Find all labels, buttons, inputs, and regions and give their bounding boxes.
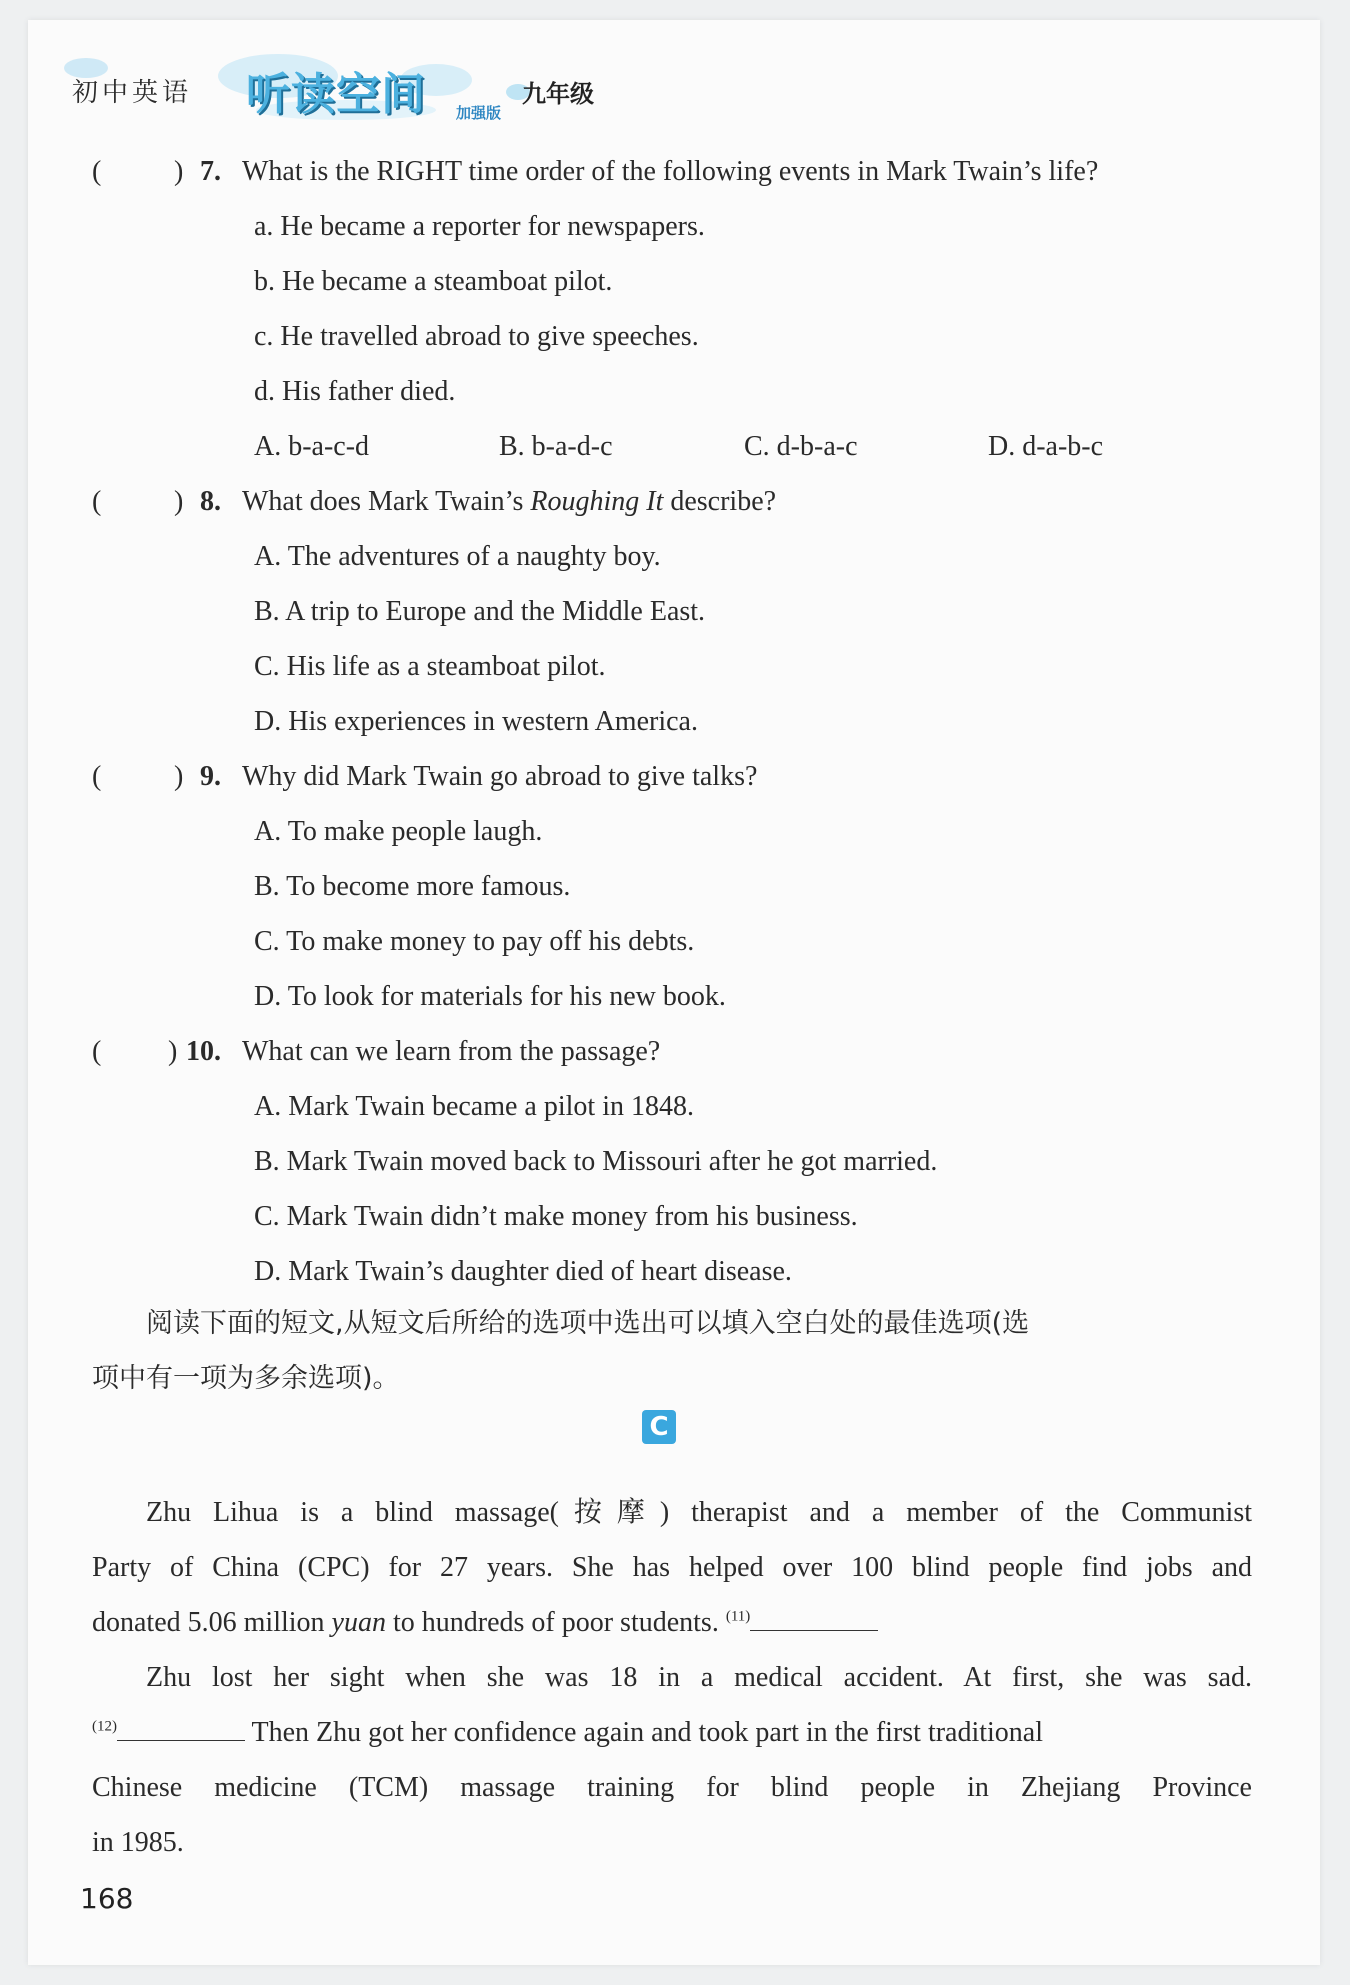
option-d: D. To look for materials for his new book. [254, 981, 726, 1012]
option-a: A. Mark Twain became a pilot in 1848. [254, 1091, 694, 1122]
passage-line: Zhu Lihua is a blind massage(按摩) therapist and a member of the Communist [146, 1497, 1252, 1528]
option-b: B. Mark Twain moved back to Missouri after he got married. [254, 1146, 938, 1177]
grade-label: 九年级 [522, 80, 594, 108]
event-item: d. His father died. [254, 376, 456, 407]
passage-line: in 1985. [92, 1827, 184, 1858]
option-d: D. His experiences in western America. [254, 706, 698, 737]
answer-paren-open: ( [92, 156, 102, 187]
passage-line: Zhu lost her sight when she was 18 in a medical accident. At first, she was sad. [146, 1662, 1252, 1693]
event-item: c. He travelled abroad to give speeches. [254, 321, 699, 352]
section-badge: C [642, 1410, 676, 1444]
blank-number-12: (12) [92, 1718, 117, 1735]
instructions-line-2: 项中有一项为多余选项)。 [92, 1363, 400, 1394]
answer-paren-open: ( [92, 486, 102, 517]
blank-number-11: (11) [725, 1608, 751, 1625]
event-item: a. He became a reporter for newspapers. [254, 211, 705, 242]
option-a: A. b-a-c-d [254, 431, 370, 462]
question-number: 10. [186, 1036, 221, 1067]
option-b: B. To become more famous. [254, 871, 571, 902]
answer-paren-close: ) [174, 156, 184, 187]
question-text: What can we learn from the passage? [242, 1036, 661, 1067]
blank-11[interactable] [750, 1606, 878, 1631]
option-c: C. To make money to pay off his debts. [254, 926, 695, 957]
passage-line: donated 5.06 million yuan to hundreds of poor students. $^{(11)}$ [92, 1595, 1252, 1650]
passage [92, 1485, 1252, 1870]
answer-paren-close: ) [174, 761, 184, 792]
option-d: D. Mark Twain’s daughter died of heart disease. [254, 1256, 792, 1287]
event-item: b. He became a steamboat pilot. [254, 266, 613, 297]
question-number: 7. [200, 156, 221, 187]
question-text: What is the RIGHT time order of the following events in Mark Twain’s life? [242, 156, 1099, 187]
passage-line: $^{(12)}$ Then Zhu got her confidence again and took part in the first traditional [92, 1717, 1044, 1748]
instructions [92, 1296, 1252, 1406]
question-number: 8. [200, 486, 221, 517]
passage-line: Chinese medicine (TCM) massage training for blind people in Zhejiang Province [92, 1772, 1252, 1803]
option-a: A. The adventures of a naughty boy. [254, 541, 661, 572]
question-number: 9. [200, 761, 221, 792]
question-text: What does Mark Twain’s Roughing It describe? [242, 486, 777, 517]
option-a: A. To make people laugh. [254, 816, 543, 847]
passage-line: Party of China (CPC) for 27 years. She has helped over 100 blind people find jobs and [92, 1552, 1252, 1583]
instructions-line-1: 阅读下面的短文,从短文后所给的选项中选出可以填入空白处的最佳选项(选 [146, 1308, 1030, 1339]
option-d: D. d-a-b-c [988, 431, 1104, 462]
blank-12[interactable] [117, 1716, 245, 1741]
answer-paren-close: ) [174, 486, 184, 517]
option-c: C. Mark Twain didn’t make money from his business. [254, 1201, 858, 1232]
book-title: Roughing It [530, 486, 664, 517]
answer-paren-open: ( [92, 761, 102, 792]
option-b: B. A trip to Europe and the Middle East. [254, 596, 706, 627]
page-number: 168 [80, 1882, 134, 1915]
option-c: C. His life as a steamboat pilot. [254, 651, 606, 682]
option-c: C. d-b-a-c [744, 431, 858, 462]
brand-logo: 听读空间 [246, 69, 426, 120]
edition-label: 加强版 [456, 104, 502, 122]
answer-paren-close: ) [168, 1036, 178, 1067]
question-text: Why did Mark Twain go abroad to give talks? [242, 761, 758, 792]
answer-paren-open: ( [92, 1036, 102, 1067]
option-b: B. b-a-d-c [499, 431, 613, 462]
series-title: 初中英语 [72, 78, 193, 108]
